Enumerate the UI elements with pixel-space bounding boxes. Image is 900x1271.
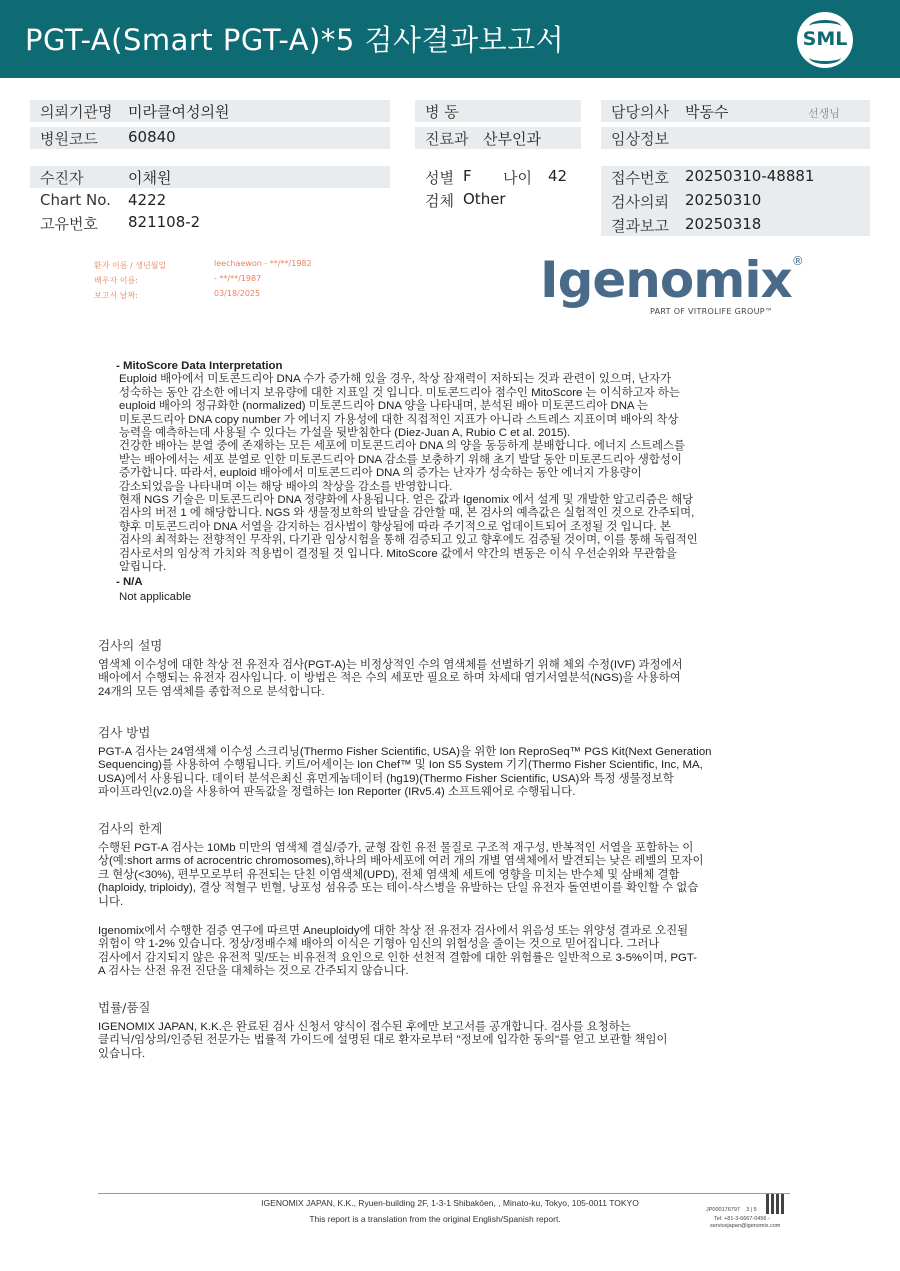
- method-text: [98, 746, 788, 800]
- limitation-line: A 검사는 산전 유전 진단을 대체하는 것으로 간주되지 않습니다.: [98, 965, 409, 978]
- logo-arc-bottom: [809, 51, 841, 64]
- mini-value-spouse: - **/**/1987: [214, 274, 262, 283]
- limitation-line: Igenomix에서 수행한 검증 연구에 따르면 Aneuploidy에 대한 착상 전 유전자 검사에서 위음성 또는 위양성 결과로 오진될: [98, 925, 689, 937]
- limitation-line: 위험이 약 1-2% 있습니다. 정상/정배수체 배아의 이식은 기형아 임신의 위험성을 줄이는 것으로 믿어집니다. 그러나: [98, 938, 660, 951]
- na-text: Not applicable: [119, 590, 192, 603]
- method-line: USA)에서 사용됩니다. 데이터 분석은최신 휴먼게놈데이터 (hg19)(Thermo Fisher Scientific, USA)와 특정 생물정보학: [98, 772, 674, 785]
- description-text: [98, 659, 788, 699]
- clinical-label: 임상정보: [611, 130, 669, 148]
- description-line: 배아에서 수행되는 유전자 검사입니다. 이 방법은 적은 수의 세포만 필요로 하며 차세대 염기서열분석(NGS)을 사용하여: [98, 672, 681, 685]
- limitation-line: 크 현상(<30%), 편부모로부터 유전되는 단친 이염색체(UPD), 전체 염색체 세트에 영향을 미치는 반수체 및 삼배체 결함: [98, 868, 680, 881]
- mitoscore-line: 증가합니다. 따라서, euploid 배아에서 미토콘드리아 DNA 의 증가는 난자가 성숙하는 동안 에너지 가용량이: [119, 467, 642, 480]
- footer-address: IGENOMIX JAPAN, K.K., Ryuen-building 2F, 1-3-1 Shibakōen, , Minato-ku, Tokyo, 105-0011 TOKYO: [261, 1198, 639, 1208]
- ward-label: 병 동: [425, 103, 459, 121]
- request-value: 20250310: [685, 191, 762, 209]
- mitoscore-line: 향후 미토콘드리아 DNA 서열을 감지하는 검사법이 향상됨에 따라 주기적으로 업데이트되어 조정될 것 입니다. 본: [119, 520, 671, 533]
- footer-code: JP000176797: [706, 1207, 740, 1213]
- mitoscore-line: 받는 배아에서는 세포 분열로 인한 미토콘드리아 DNA 감소를 보충하기 위해 초기 발달 동안 미토콘드리아 생합성이: [119, 453, 682, 466]
- mitoscore-line: 현재 NGS 기술은 미토콘드리아 DNA 정량화에 사용됩니다. 얻은 값과 Igenomix 에서 설계 및 개발한 알고리즘은 해당: [119, 494, 694, 507]
- patient-value: 이채원: [128, 169, 172, 187]
- mitoscore-line: 검사로서의 임상적 가치와 적용법이 결정될 것 입니다. MitoScore 값에서 약간의 변동은 이식 우선순위와 무관함을: [119, 547, 677, 560]
- limitation-heading: 검사의 한계: [98, 821, 163, 836]
- sex-value: F: [463, 167, 472, 185]
- mitoscore-line: Euploid 배아에서 미토콘드리아 DNA 수가 증가해 있을 경우, 착상 잠재력이 저하되는 것과 관련이 있으며, 난자가: [119, 373, 672, 386]
- description-heading: 검사의 설명: [98, 638, 163, 653]
- legal-line: 있습니다.: [98, 1047, 146, 1060]
- request-label: 검사의뢰: [611, 193, 669, 211]
- mini-value-date: 03/18/2025: [214, 289, 261, 298]
- mini-label-date: 보고서 날짜:: [94, 291, 138, 300]
- mitoscore-line: 감소되었음을 나타내며 이는 해당 배아의 착상을 감소를 반영합니다.: [119, 480, 453, 493]
- specimen-value: Other: [463, 190, 506, 208]
- chart-value: 4222: [128, 191, 167, 209]
- mitoscore-lines: [116, 373, 796, 574]
- dept-label: 진료과: [425, 130, 469, 148]
- mini-label-patient: 환자 이름 / 생년월일: [94, 261, 167, 270]
- legal-line: IGENOMIX JAPAN, K.K.은 완료된 검사 신청서 양식이 접수된 후에만 보고서를 공개합니다. 검사를 요청하는: [98, 1021, 631, 1033]
- footer-page: 3 | 5: [746, 1207, 757, 1213]
- legal-text: [98, 1021, 788, 1061]
- sex-label: 성별: [425, 169, 454, 187]
- description-line: 염색체 이수성에 대한 착상 전 유전자 검사(PGT-A)는 비정상적인 수의 염색체를 선별하기 위해 체외 수정(IVF) 과정에서: [98, 659, 683, 671]
- footer-tel: Tel: +81-3-6667-0456 -: [714, 1216, 770, 1222]
- mini-value-patient: leechaewon - **/**/1982: [214, 259, 312, 268]
- id-label: 고유번호: [40, 215, 98, 233]
- doctor-value: 박동수: [685, 103, 729, 121]
- dept-value: 산부인과: [483, 130, 541, 148]
- mitoscore-line: euploid 배아의 정규화한 (normalized) 미토콘드리아 DNA 양을 나타내며, 분석된 배아 미토콘드리아 DNA 는: [119, 400, 649, 413]
- receipt-value: 20250310-48881: [685, 167, 815, 185]
- igenomix-subtitle: PART OF VITROLIFE GROUP™: [650, 307, 774, 316]
- patient-label: 수진자: [40, 169, 84, 187]
- footer-translation-note: This report is a translation from the original English/Spanish report.: [309, 1214, 561, 1224]
- legal-heading: 법률/품질: [98, 1000, 151, 1015]
- igenomix-logo: [540, 251, 803, 309]
- mitoscore-line: 알립니다.: [119, 561, 167, 574]
- mini-label-spouse: 배우자 이름:: [94, 276, 138, 285]
- limitation-line: 니다.: [98, 895, 124, 908]
- na-heading: - N/A: [116, 575, 143, 588]
- limitation-text-2: [98, 925, 788, 979]
- report-date-value: 20250318: [685, 215, 762, 233]
- hospital-code-label: 병원코드: [40, 130, 98, 148]
- limitation-line: 검사에서 감지되지 않은 유전적 및/또는 비유전적 요인으로 인한 선천적 결함에 대한 위험률은 일반적으로 3-5%이며, PGT-: [98, 951, 697, 964]
- hospital-code-value: 60840: [128, 128, 176, 146]
- method-heading: 검사 방법: [98, 725, 151, 740]
- footer-divider: [98, 1193, 790, 1194]
- institution-label: 의뢰기관명: [40, 103, 113, 121]
- limitation-line: 상(예:short arms of acrocentric chromosomes),하나의 배아세포에 여러 개의 개별 염색체에서 발견되는 낮은 레벨의 모자이: [98, 855, 704, 868]
- igenomix-logo-text: Igenomix: [540, 251, 792, 309]
- id-value: 821108-2: [128, 213, 201, 231]
- mitoscore-line: 검사의 버전 1 에 해당합니다. NGS 와 생물정보학의 발달을 감안할 때, 본 검사의 예측값은 실험적인 것으로 간주되며,: [119, 507, 695, 520]
- chart-label: Chart No.: [40, 191, 111, 209]
- doctor-label: 담당의사: [611, 103, 669, 121]
- method-line: 파이프라인(v2.0)을 사용하여 판독값을 정렬하는 Ion Reporter (IRv5.4) 소프트웨어로 수행됩니다.: [98, 786, 576, 799]
- institution-value: 미라클여성의원: [128, 103, 230, 121]
- mitoscore-line: 능력을 예측하는데 사용될 수 있다는 가설을 뒷받침한다 (Diez-Juan A, Rubio C et al. 2015).: [119, 427, 571, 440]
- registered-mark: ®: [791, 254, 803, 268]
- mitoscore-line: 건강한 배아는 분열 중에 존재하는 모든 세포에 미토콘드리아 DNA 의 양을 동등하게 분배합니다. 에너지 스트레스를: [119, 440, 686, 453]
- age-label: 나이: [503, 169, 532, 187]
- patient-bar: [30, 166, 390, 188]
- receipt-label: 접수번호: [611, 169, 669, 187]
- mitoscore-line: 성숙하는 동안 감소한 에너지 보유량에 대한 지표일 것 입니다. 미토콘드리아 점수인 MitoScore 는 이식하고자 하는: [119, 386, 680, 399]
- description-line: 24개의 모든 염색체를 종합적으로 분석합니다.: [98, 685, 325, 698]
- footer-code-line: [706, 1207, 757, 1213]
- limitation-line: (haploidy, triploidy), 결상 적혈구 빈혈, 낭포성 섬유증 또는 테이-삭스병을 유발하는 단일 유전자 돌연변이를 확인할 수 없습: [98, 882, 699, 895]
- mitoscore-block: [116, 360, 796, 604]
- mitoscore-line: 미토콘드리아 DNA copy number 가 에너지 가용성에 대한 직접적인 지표가 아니라 스트레스 지표이며 배아의 착상: [119, 413, 679, 426]
- sml-logo: [797, 12, 853, 68]
- specimen-label: 검체: [425, 192, 454, 210]
- mitoscore-heading: - MitoScore Data Interpretation: [116, 360, 283, 372]
- method-line: Sequencing)를 사용하여 수행됩니다. 키트/어세이는 Ion Chef™ 및 Ion S5 System 기기(Thermo Fisher Scientific, Inc, MA,: [98, 759, 703, 772]
- footer-email: servicejapan@igenomix.com: [710, 1223, 781, 1229]
- sml-logo-text: SML: [802, 28, 848, 50]
- doctor-suffix: 선생님: [808, 107, 840, 120]
- report-date-label: 결과보고: [611, 217, 669, 235]
- legal-line: 클리닉/임상의/인증된 전문가는 법률적 가이드에 설명된 대로 환자로부터 "정보에 입각한 동의"를 얻고 보관할 책임이: [98, 1034, 668, 1047]
- qr-code-icon: [766, 1194, 786, 1214]
- limitation-line: 수행된 PGT-A 검사는 10Mb 미만의 염색체 결실/증가, 균형 잡힌 유전 물질로 구조적 재구성, 반복적인 서열을 포함하는 이: [98, 842, 694, 854]
- age-value: 42: [548, 167, 568, 185]
- method-line: PGT-A 검사는 24염색체 이수성 스크리닝(Thermo Fisher Scientific, USA)을 위한 Ion ReproSeq™ PGS Kit(Next Generation: [98, 746, 712, 758]
- mitoscore-line: 검사의 최적화는 전향적인 무작위, 다기관 임상시험을 통해 검증되고 있고 향후에도 검증될 것이며, 이를 통해 독립적인: [119, 534, 698, 547]
- report-title: PGT-A(Smart PGT-A)*5 검사결과보고서: [25, 23, 565, 57]
- report-header: [0, 0, 900, 78]
- limitation-text: [98, 842, 788, 909]
